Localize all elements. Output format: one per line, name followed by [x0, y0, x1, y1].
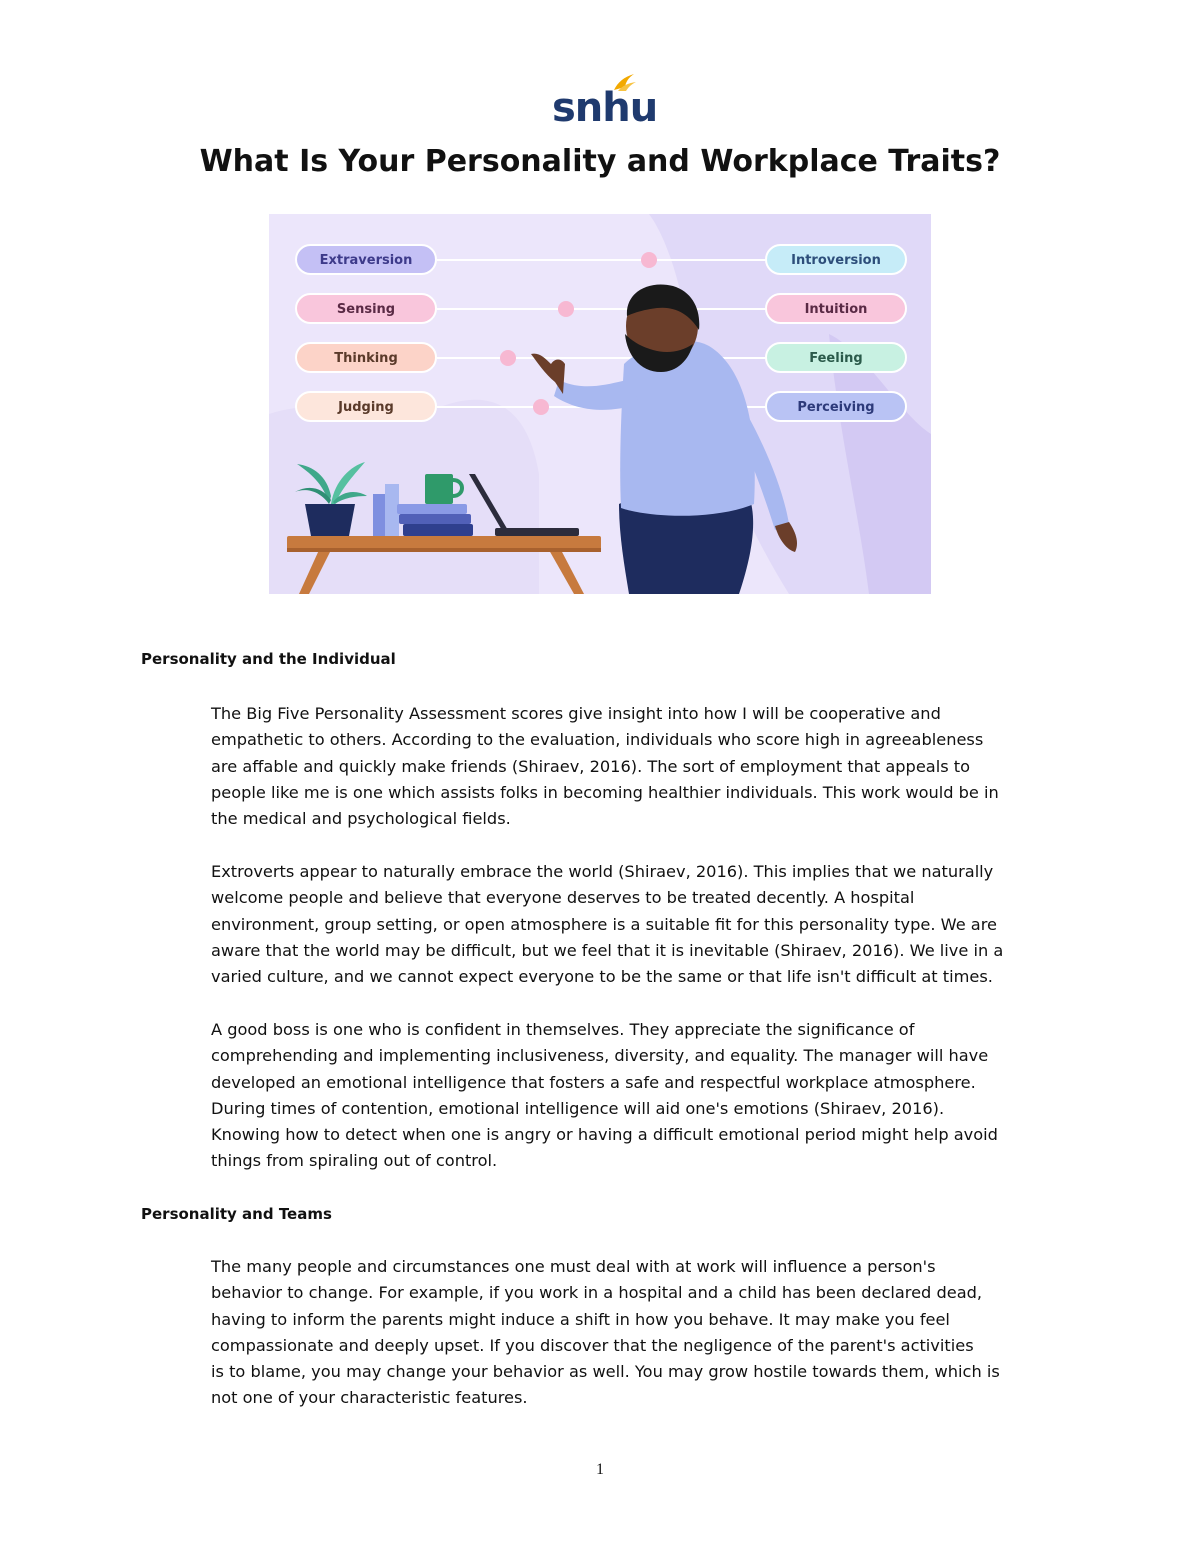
trait-slider-dot	[558, 301, 574, 317]
text-line: During times of contention, emotional intelligence will aid one's emotions (Shiraev, 2016).	[211, 1098, 945, 1118]
trait-label-thinking: Thinking	[334, 351, 398, 366]
text-line: compassionate and deeply upset. If you discover that the negligence of the parent's activities	[211, 1335, 974, 1355]
page-number: 1	[596, 1461, 604, 1478]
text-line: the medical and psychological fields.	[211, 809, 511, 829]
trait-label-introversion: Introversion	[791, 253, 881, 268]
section-heading: Personality and Teams	[141, 1205, 332, 1223]
text-line: Extroverts appear to naturally embrace the world (Shiraev, 2016). This implies that we naturally	[211, 862, 994, 881]
text-line: having to inform the parents might induce a shift in how you behave. It may make you feel	[211, 1309, 950, 1329]
text-line: The Big Five Personality Assessment scores give insight into how I will be cooperative and	[211, 704, 941, 723]
text-line: Knowing how to detect when one is angry or having a difficult emotional period might help avoid	[211, 1125, 998, 1145]
paragraph	[211, 859, 1071, 990]
text-line: The many people and circumstances one must deal with at work will influence a person's	[211, 1257, 936, 1276]
trait-label-judging: Judging	[338, 400, 394, 415]
trait-label-perceiving: Perceiving	[797, 400, 875, 415]
trait-label-sensing: Sensing	[336, 302, 396, 317]
text-line: things from spiraling out of control.	[211, 1151, 498, 1171]
trait-slider-dot	[500, 350, 516, 366]
paragraph	[211, 701, 1071, 832]
personality-illustration	[269, 214, 931, 594]
trait-label-intuition: Intuition	[804, 302, 868, 317]
logo-text: snhu	[552, 85, 658, 131]
paragraph	[211, 1254, 1071, 1412]
section-heading: Personality and the Individual	[141, 650, 396, 668]
text-line: people like me is one which assists folks in becoming healthier individuals. This work would be in	[211, 782, 999, 802]
text-line: welcome people and believe that everyone deserves to be treated decently. A hospital	[211, 888, 915, 908]
text-line: A good boss is one who is confident in themselves. They appreciate the significance of	[211, 1020, 915, 1039]
text-line: is to blame, you may change your behavior as well. You may grow hostile towards them, which is	[211, 1362, 1000, 1382]
text-line: comprehending and implementing inclusiveness, diversity, and equality. The manager will have	[211, 1046, 989, 1066]
text-line: empathetic to others. According to the evaluation, individuals who score high in agreeableness	[211, 730, 984, 750]
snhu-logo	[552, 72, 658, 132]
text-line: aware that the world may be difficult, but we feel that it is inevitable (Shiraev, 2016). We live in a	[211, 940, 1004, 960]
text-line: varied culture, and we cannot expect everyone to be the same or that life isn't difficult at times.	[211, 967, 993, 987]
trait-label-feeling: Feeling	[809, 351, 863, 366]
trait-label-extraversion: Extraversion	[319, 253, 413, 268]
trait-slider-dot	[533, 399, 549, 415]
text-line: not one of your characteristic features.	[211, 1388, 528, 1408]
trait-slider-dot	[641, 252, 657, 268]
text-line: are affable and quickly make friends (Shiraev, 2016). The sort of employment that appeals to	[211, 756, 971, 776]
text-line: behavior to change. For example, if you work in a hospital and a child has been declared dead,	[211, 1283, 983, 1303]
page-title: What Is Your Personality and Workplace Traits?	[199, 144, 1001, 179]
paragraph	[211, 1017, 1071, 1175]
text-line: developed an emotional intelligence that fosters a safe and respectful workplace atmosphere.	[211, 1072, 976, 1092]
text-line: environment, group setting, or open atmosphere is a suitable fit for this personality type. We are	[211, 914, 997, 934]
